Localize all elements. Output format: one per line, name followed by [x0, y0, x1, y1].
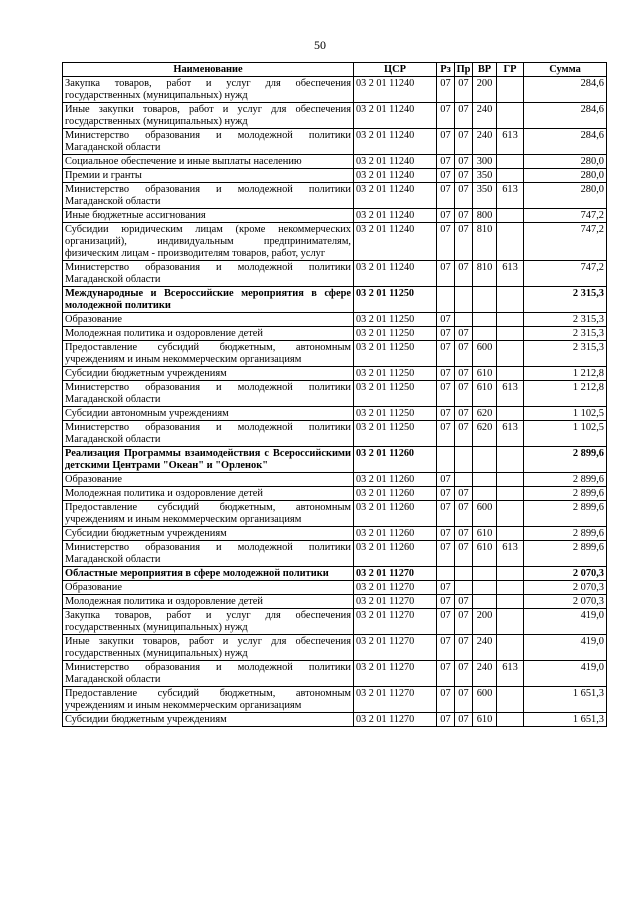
cell-rz: 07	[437, 407, 455, 421]
cell-vr	[473, 581, 497, 595]
cell-pr: 07	[455, 341, 473, 367]
table-row	[63, 581, 607, 595]
cell-csr: 03 2 01 11240	[354, 261, 437, 287]
table-row	[63, 183, 607, 209]
cell-csr: 03 2 01 11260	[354, 541, 437, 567]
cell-csr: 03 2 01 11240	[354, 77, 437, 103]
cell-name: Предоставление субсидий бюджетным, автономным учреждениям и иным некоммерческим организациям	[63, 687, 354, 713]
cell-pr	[455, 567, 473, 581]
cell-rz	[437, 287, 455, 313]
table-row	[63, 635, 607, 661]
cell-name: Субсидии бюджетным учреждениям	[63, 527, 354, 541]
cell-pr: 07	[455, 661, 473, 687]
cell-csr: 03 2 01 11250	[354, 327, 437, 341]
table-row	[63, 595, 607, 609]
cell-rz: 07	[437, 595, 455, 609]
cell-rz: 07	[437, 487, 455, 501]
cell-vr: 350	[473, 169, 497, 183]
cell-gr	[497, 209, 524, 223]
cell-pr: 07	[455, 381, 473, 407]
table-row	[63, 103, 607, 129]
cell-vr: 240	[473, 103, 497, 129]
cell-rz: 07	[437, 541, 455, 567]
cell-name: Субсидии бюджетным учреждениям	[63, 713, 354, 727]
cell-name: Субсидии юридическим лицам (кроме некоммерческих организаций), индивидуальным предпринимателям, физическим лицам - производителям товаров, работ, услуг	[63, 223, 354, 261]
cell-pr	[455, 313, 473, 327]
cell-csr: 03 2 01 11240	[354, 103, 437, 129]
cell-vr: 300	[473, 155, 497, 169]
cell-name: Реализация Программы взаимодействия с Всероссийскими детскими Центрами "Океан" и "Орленок"	[63, 447, 354, 473]
cell-pr: 07	[455, 541, 473, 567]
cell-pr: 07	[455, 687, 473, 713]
cell-gr	[497, 327, 524, 341]
cell-gr	[497, 635, 524, 661]
cell-rz: 07	[437, 661, 455, 687]
cell-gr	[497, 487, 524, 501]
table-row	[63, 541, 607, 567]
table-row	[63, 609, 607, 635]
cell-gr	[497, 501, 524, 527]
table-row	[63, 421, 607, 447]
cell-name: Субсидии бюджетным учреждениям	[63, 367, 354, 381]
cell-csr: 03 2 01 11240	[354, 169, 437, 183]
cell-vr: 800	[473, 209, 497, 223]
cell-sum: 2 315,3	[524, 287, 607, 313]
table-row	[63, 473, 607, 487]
table-row	[63, 367, 607, 381]
cell-sum: 2 070,3	[524, 581, 607, 595]
cell-gr: 613	[497, 541, 524, 567]
cell-vr: 620	[473, 421, 497, 447]
cell-csr: 03 2 01 11240	[354, 209, 437, 223]
cell-rz: 07	[437, 635, 455, 661]
cell-pr: 07	[455, 609, 473, 635]
table-row	[63, 567, 607, 581]
cell-rz: 07	[437, 327, 455, 341]
cell-pr	[455, 447, 473, 473]
cell-sum: 1 102,5	[524, 407, 607, 421]
cell-pr	[455, 287, 473, 313]
cell-csr: 03 2 01 11240	[354, 223, 437, 261]
cell-gr	[497, 223, 524, 261]
cell-sum: 2 315,3	[524, 341, 607, 367]
cell-pr: 07	[455, 487, 473, 501]
cell-rz: 07	[437, 687, 455, 713]
cell-name: Иные закупки товаров, работ и услуг для обеспечения государственных (муниципальных) нужд	[63, 103, 354, 129]
header-sum: Сумма	[524, 63, 607, 77]
cell-gr	[497, 77, 524, 103]
cell-sum: 284,6	[524, 103, 607, 129]
cell-vr: 610	[473, 713, 497, 727]
table-row	[63, 527, 607, 541]
header-pr: Пр	[455, 63, 473, 77]
cell-sum: 2 899,6	[524, 487, 607, 501]
cell-pr: 07	[455, 407, 473, 421]
table-row	[63, 501, 607, 527]
table-row	[63, 129, 607, 155]
cell-csr: 03 2 01 11260	[354, 447, 437, 473]
cell-name: Министерство образования и молодежной политики Магаданской области	[63, 183, 354, 209]
cell-sum: 1 651,3	[524, 713, 607, 727]
table-row	[63, 687, 607, 713]
cell-sum: 2 899,6	[524, 541, 607, 567]
cell-gr: 613	[497, 261, 524, 287]
cell-gr	[497, 407, 524, 421]
cell-csr: 03 2 01 11240	[354, 183, 437, 209]
cell-sum: 2 070,3	[524, 595, 607, 609]
cell-vr	[473, 567, 497, 581]
cell-sum: 284,6	[524, 77, 607, 103]
cell-sum: 419,0	[524, 635, 607, 661]
cell-name: Предоставление субсидий бюджетным, автономным учреждениям и иным некоммерческим организациям	[63, 341, 354, 367]
cell-pr	[455, 473, 473, 487]
cell-csr: 03 2 01 11250	[354, 341, 437, 367]
cell-csr: 03 2 01 11250	[354, 407, 437, 421]
cell-gr: 613	[497, 183, 524, 209]
table-row	[63, 487, 607, 501]
cell-name: Социальное обеспечение и иные выплаты населению	[63, 155, 354, 169]
cell-rz: 07	[437, 223, 455, 261]
cell-name: Министерство образования и молодежной политики Магаданской области	[63, 129, 354, 155]
cell-vr: 240	[473, 129, 497, 155]
cell-sum: 419,0	[524, 661, 607, 687]
cell-rz: 07	[437, 77, 455, 103]
cell-rz: 07	[437, 261, 455, 287]
cell-pr: 07	[455, 367, 473, 381]
cell-vr: 620	[473, 407, 497, 421]
cell-sum: 2 070,3	[524, 567, 607, 581]
cell-gr	[497, 155, 524, 169]
cell-sum: 2 315,3	[524, 313, 607, 327]
cell-vr: 200	[473, 77, 497, 103]
cell-name: Субсидии автономным учреждениям	[63, 407, 354, 421]
cell-name: Министерство образования и молодежной политики Магаданской области	[63, 421, 354, 447]
cell-csr: 03 2 01 11240	[354, 155, 437, 169]
cell-csr: 03 2 01 11270	[354, 661, 437, 687]
cell-name: Образование	[63, 581, 354, 595]
cell-rz: 07	[437, 527, 455, 541]
cell-name: Министерство образования и молодежной политики Магаданской области	[63, 261, 354, 287]
cell-name: Молодежная политика и оздоровление детей	[63, 327, 354, 341]
cell-name: Министерство образования и молодежной политики Магаданской области	[63, 661, 354, 687]
cell-rz: 07	[437, 103, 455, 129]
table-row	[63, 447, 607, 473]
cell-rz: 07	[437, 367, 455, 381]
cell-pr: 07	[455, 421, 473, 447]
cell-rz: 07	[437, 473, 455, 487]
cell-pr: 07	[455, 635, 473, 661]
cell-gr	[497, 473, 524, 487]
cell-name: Министерство образования и молодежной политики Магаданской области	[63, 541, 354, 567]
cell-rz: 07	[437, 169, 455, 183]
cell-sum: 1 102,5	[524, 421, 607, 447]
table-row	[63, 407, 607, 421]
cell-gr	[497, 447, 524, 473]
cell-vr: 610	[473, 367, 497, 381]
cell-csr: 03 2 01 11250	[354, 421, 437, 447]
header-name: Наименование	[63, 63, 354, 77]
cell-name: Образование	[63, 473, 354, 487]
cell-vr: 810	[473, 223, 497, 261]
cell-csr: 03 2 01 11270	[354, 567, 437, 581]
cell-name: Молодежная политика и оздоровление детей	[63, 595, 354, 609]
cell-vr	[473, 287, 497, 313]
cell-name: Предоставление субсидий бюджетным, автономным учреждениям и иным некоммерческим организациям	[63, 501, 354, 527]
cell-sum: 1 212,8	[524, 367, 607, 381]
cell-gr: 613	[497, 421, 524, 447]
cell-vr	[473, 487, 497, 501]
cell-rz	[437, 567, 455, 581]
cell-rz: 07	[437, 421, 455, 447]
cell-sum: 747,2	[524, 209, 607, 223]
cell-sum: 747,2	[524, 223, 607, 261]
cell-pr: 07	[455, 261, 473, 287]
table-row	[63, 261, 607, 287]
cell-sum: 280,0	[524, 155, 607, 169]
cell-pr: 07	[455, 595, 473, 609]
cell-gr	[497, 595, 524, 609]
cell-gr	[497, 341, 524, 367]
cell-vr: 610	[473, 381, 497, 407]
cell-pr: 07	[455, 501, 473, 527]
cell-sum: 419,0	[524, 609, 607, 635]
cell-rz: 07	[437, 155, 455, 169]
cell-sum: 2 899,6	[524, 501, 607, 527]
cell-pr: 07	[455, 129, 473, 155]
cell-pr: 07	[455, 527, 473, 541]
cell-vr: 600	[473, 687, 497, 713]
cell-gr	[497, 581, 524, 595]
cell-sum: 280,0	[524, 183, 607, 209]
cell-csr: 03 2 01 11250	[354, 381, 437, 407]
cell-gr: 613	[497, 381, 524, 407]
cell-sum: 1 212,8	[524, 381, 607, 407]
cell-pr: 07	[455, 103, 473, 129]
cell-rz: 07	[437, 341, 455, 367]
header-rz: Рз	[437, 63, 455, 77]
cell-gr	[497, 103, 524, 129]
cell-pr: 07	[455, 209, 473, 223]
cell-sum: 2 899,6	[524, 527, 607, 541]
cell-csr: 03 2 01 11250	[354, 367, 437, 381]
table-row	[63, 209, 607, 223]
cell-pr: 07	[455, 155, 473, 169]
table-row	[63, 155, 607, 169]
cell-csr: 03 2 01 11260	[354, 527, 437, 541]
cell-gr	[497, 609, 524, 635]
cell-csr: 03 2 01 11270	[354, 635, 437, 661]
cell-name: Закупка товаров, работ и услуг для обеспечения государственных (муниципальных) нужд	[63, 77, 354, 103]
cell-rz: 07	[437, 381, 455, 407]
cell-csr: 03 2 01 11260	[354, 487, 437, 501]
cell-csr: 03 2 01 11270	[354, 581, 437, 595]
cell-gr	[497, 313, 524, 327]
table-row	[63, 381, 607, 407]
cell-sum: 280,0	[524, 169, 607, 183]
cell-gr	[497, 169, 524, 183]
cell-vr: 600	[473, 501, 497, 527]
cell-name: Иные закупки товаров, работ и услуг для обеспечения государственных (муниципальных) нужд	[63, 635, 354, 661]
cell-gr	[497, 687, 524, 713]
cell-csr: 03 2 01 11270	[354, 609, 437, 635]
header-csr: ЦСР	[354, 63, 437, 77]
cell-csr: 03 2 01 11270	[354, 595, 437, 609]
cell-csr: 03 2 01 11260	[354, 473, 437, 487]
cell-sum: 2 315,3	[524, 327, 607, 341]
cell-sum: 747,2	[524, 261, 607, 287]
cell-name: Премии и гранты	[63, 169, 354, 183]
header-vr: ВР	[473, 63, 497, 77]
cell-rz: 07	[437, 501, 455, 527]
cell-csr: 03 2 01 11270	[354, 687, 437, 713]
cell-rz: 07	[437, 183, 455, 209]
cell-csr: 03 2 01 11270	[354, 713, 437, 727]
cell-gr	[497, 567, 524, 581]
cell-gr	[497, 527, 524, 541]
cell-pr	[455, 581, 473, 595]
cell-vr	[473, 473, 497, 487]
cell-name: Образование	[63, 313, 354, 327]
cell-csr: 03 2 01 11240	[354, 129, 437, 155]
cell-vr: 240	[473, 661, 497, 687]
table-row	[63, 223, 607, 261]
table-row	[63, 341, 607, 367]
cell-sum: 2 899,6	[524, 473, 607, 487]
cell-csr: 03 2 01 11260	[354, 501, 437, 527]
cell-pr: 07	[455, 223, 473, 261]
cell-name: Закупка товаров, работ и услуг для обеспечения государственных (муниципальных) нужд	[63, 609, 354, 635]
table-row	[63, 77, 607, 103]
cell-name: Областные мероприятия в сфере молодежной политики	[63, 567, 354, 581]
cell-gr: 613	[497, 661, 524, 687]
cell-pr: 07	[455, 169, 473, 183]
cell-sum: 2 899,6	[524, 447, 607, 473]
cell-gr	[497, 367, 524, 381]
cell-csr: 03 2 01 11250	[354, 287, 437, 313]
cell-name: Министерство образования и молодежной политики Магаданской области	[63, 381, 354, 407]
cell-rz	[437, 447, 455, 473]
table-header-row	[63, 63, 607, 77]
cell-vr: 600	[473, 341, 497, 367]
cell-sum: 1 651,3	[524, 687, 607, 713]
budget-table	[62, 62, 607, 727]
cell-vr	[473, 595, 497, 609]
cell-vr	[473, 313, 497, 327]
table-row	[63, 713, 607, 727]
cell-csr: 03 2 01 11250	[354, 313, 437, 327]
cell-pr: 07	[455, 327, 473, 341]
header-gr: ГР	[497, 63, 524, 77]
cell-vr: 240	[473, 635, 497, 661]
cell-vr: 610	[473, 527, 497, 541]
cell-rz: 07	[437, 313, 455, 327]
table-row	[63, 313, 607, 327]
cell-name: Молодежная политика и оздоровление детей	[63, 487, 354, 501]
page-number: 50	[314, 38, 326, 52]
cell-vr: 350	[473, 183, 497, 209]
cell-vr	[473, 447, 497, 473]
cell-rz: 07	[437, 581, 455, 595]
table-row	[63, 287, 607, 313]
cell-pr: 07	[455, 183, 473, 209]
table-row	[63, 661, 607, 687]
cell-vr	[473, 327, 497, 341]
cell-name: Иные бюджетные ассигнования	[63, 209, 354, 223]
cell-rz: 07	[437, 609, 455, 635]
cell-gr	[497, 713, 524, 727]
table-row	[63, 169, 607, 183]
cell-vr: 810	[473, 261, 497, 287]
cell-rz: 07	[437, 129, 455, 155]
table-row	[63, 327, 607, 341]
cell-sum: 284,6	[524, 129, 607, 155]
cell-pr: 07	[455, 77, 473, 103]
cell-rz: 07	[437, 209, 455, 223]
cell-name: Международные и Всероссийские мероприятия в сфере молодежной политики	[63, 287, 354, 313]
cell-vr: 610	[473, 541, 497, 567]
cell-rz: 07	[437, 713, 455, 727]
cell-pr: 07	[455, 713, 473, 727]
cell-vr: 200	[473, 609, 497, 635]
cell-gr	[497, 287, 524, 313]
cell-gr: 613	[497, 129, 524, 155]
